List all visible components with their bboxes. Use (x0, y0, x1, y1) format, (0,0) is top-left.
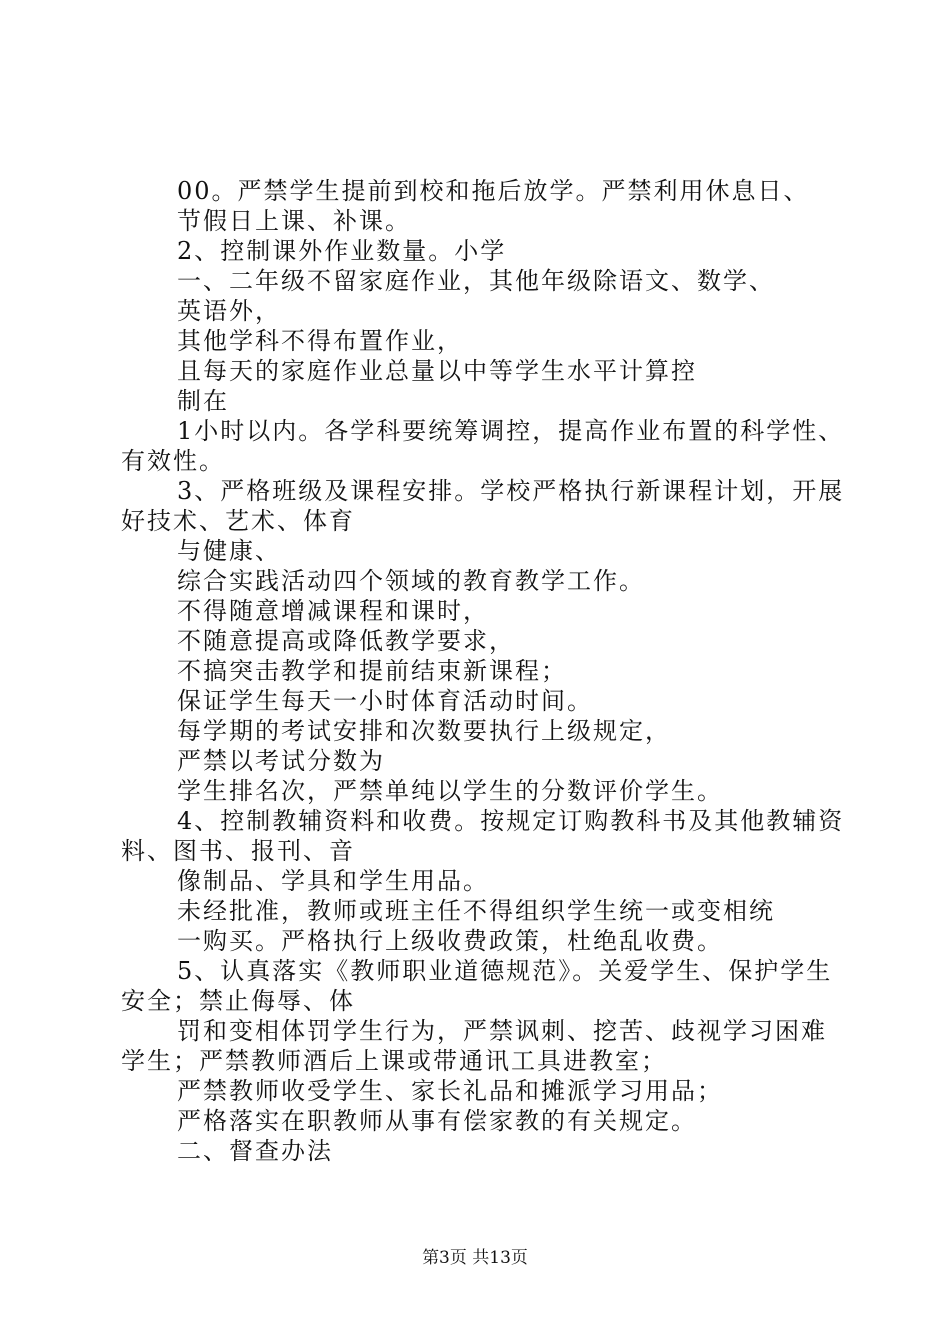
text-line: 一、二年级不留家庭作业，其他年级除语文、数学、 (177, 267, 775, 295)
text-line: 学生排名次，严禁单纯以学生的分数评价学生。 (177, 777, 723, 805)
text-line: 每学期的考试安排和次数要执行上级规定， (177, 717, 671, 745)
text-line: 一购买。严格执行上级收费政策，杜绝乱收费。 (177, 927, 723, 955)
text-line: 不搞突击教学和提前结束新课程； (177, 657, 567, 685)
text-line: 不随意提高或降低教学要求， (177, 627, 515, 655)
text-line: 4、控制教辅资料和收费。按规定订购教科书及其他教辅资 (177, 807, 845, 835)
text-line: 保证学生每天一小时体育活动时间。 (177, 687, 593, 715)
text-line: 2、控制课外作业数量。小学 (177, 237, 507, 265)
text-line: 制在 (177, 387, 229, 415)
text-line: 3、严格班级及课程安排。学校严格执行新课程计划，开展 (177, 477, 845, 505)
text-line: 有效性。 (121, 447, 225, 475)
text-line: 5、认真落实《教师职业道德规范》。关爱学生、保护学生 (177, 957, 833, 985)
text-line: 严禁教师收受学生、家长礼品和摊派学习用品； (177, 1077, 723, 1105)
text-line: 1小时以内。各学科要统筹调控，提高作业布置的科学性、 (177, 417, 845, 445)
text-line: 00。严禁学生提前到校和拖后放学。严禁利用休息日、 (177, 177, 810, 205)
text-line: 英语外， (177, 297, 281, 325)
text-line: 学生；严禁教师酒后上课或带通讯工具进教室； (121, 1047, 667, 1075)
text-line: 其他学科不得布置作业， (177, 327, 463, 355)
text-line: 与健康、 (177, 537, 281, 565)
text-line: 好技术、艺术、体育 (121, 507, 355, 535)
text-line: 且每天的家庭作业总量以中等学生水平计算控 (177, 357, 697, 385)
text-line: 未经批准，教师或班主任不得组织学生统一或变相统 (177, 897, 775, 925)
text-line: 料、图书、报刊、音 (121, 837, 355, 865)
text-line: 节假日上课、补课。 (177, 207, 411, 235)
text-line: 不得随意增减课程和课时， (177, 597, 489, 625)
text-line: 综合实践活动四个领域的教育教学工作。 (177, 567, 645, 595)
text-line: 严禁以考试分数为 (177, 747, 385, 775)
page-number-footer: 第3页 共13页 (422, 1248, 528, 1268)
text-line: 二、督查办法 (177, 1137, 333, 1165)
text-line: 安全；禁止侮辱、体 (121, 987, 355, 1015)
text-line: 严格落实在职教师从事有偿家教的有关规定。 (177, 1107, 697, 1135)
text-line: 像制品、学具和学生用品。 (177, 867, 489, 895)
text-line: 罚和变相体罚学生行为，严禁讽刺、挖苦、歧视学习困难 (177, 1017, 827, 1045)
